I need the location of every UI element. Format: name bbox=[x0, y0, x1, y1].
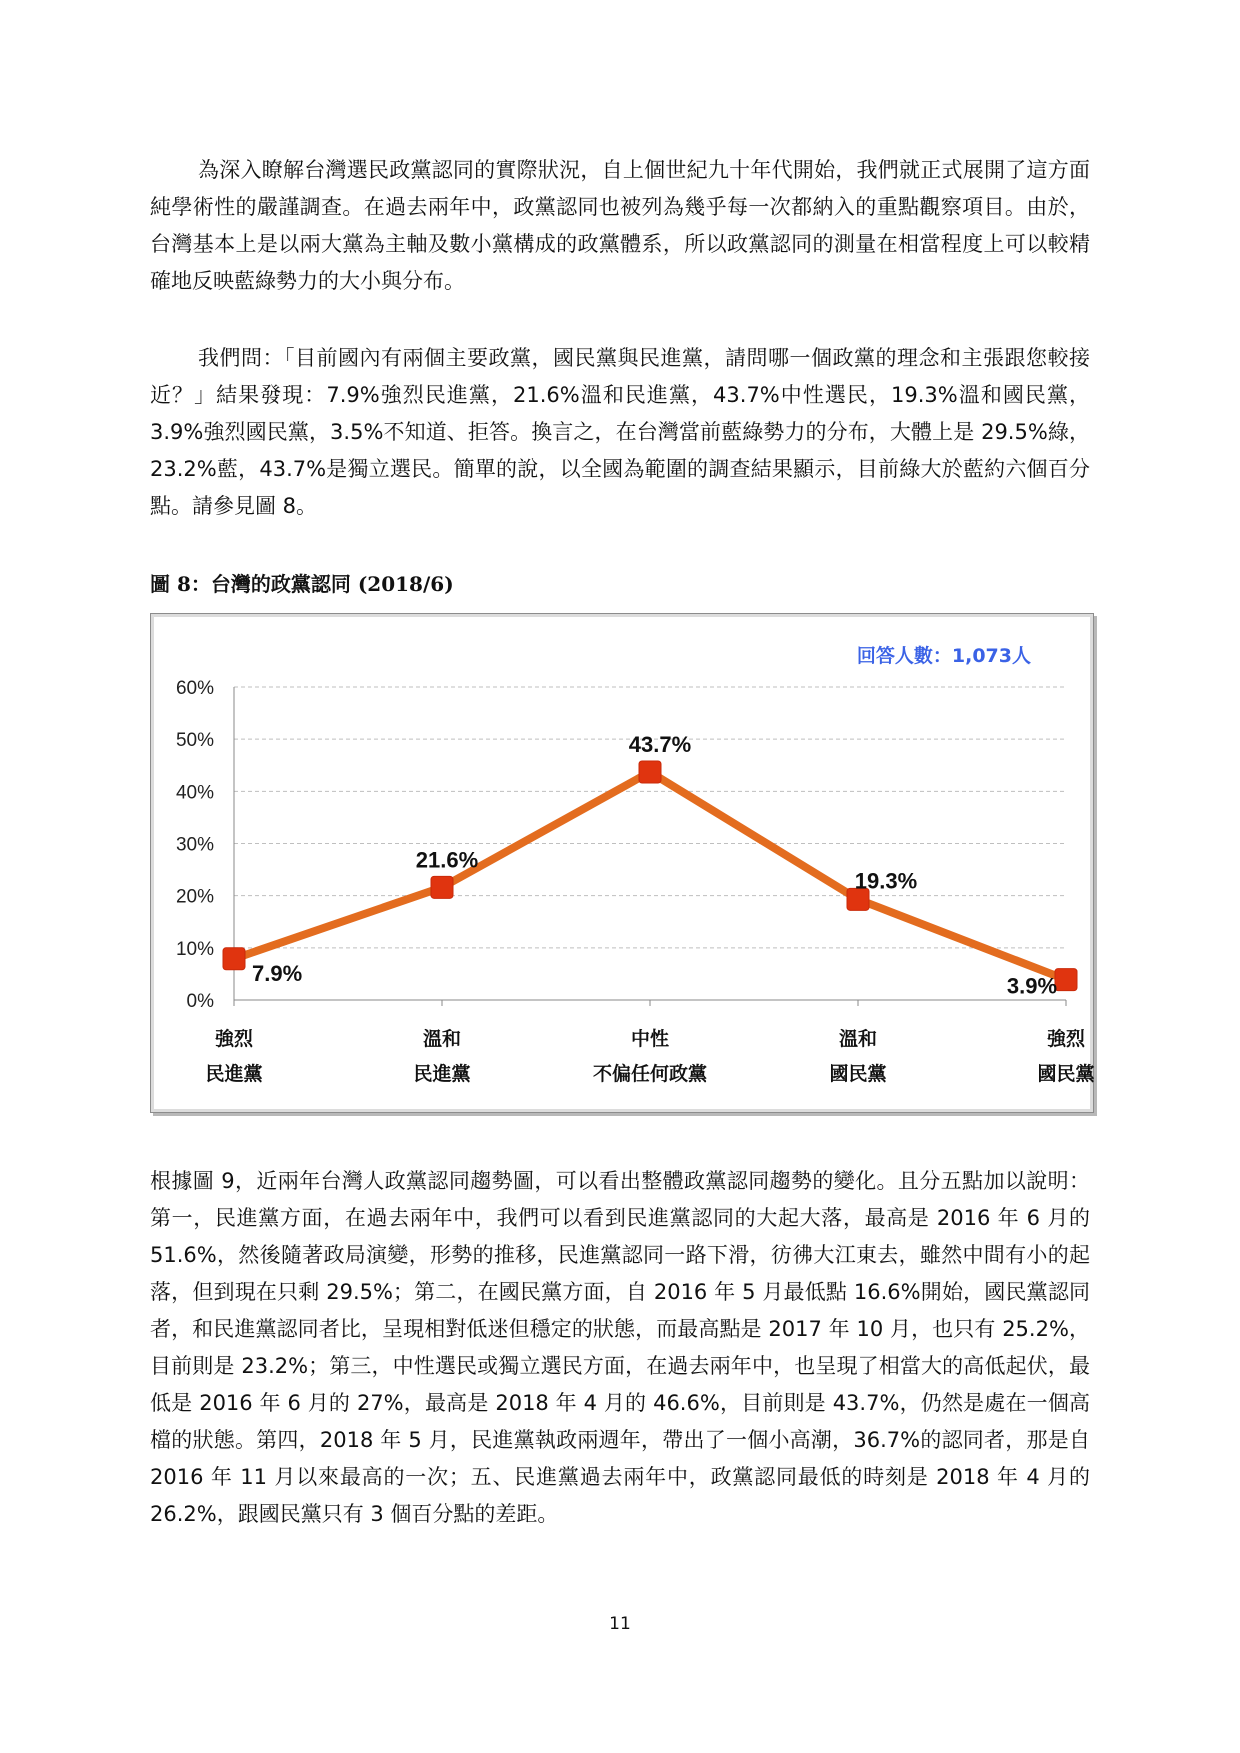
survey-paragraph: 我們問：「目前國內有兩個主要政黨，國民黨與民進黨，請問哪一個政黨的理念和主張跟您較接近？」結果發現：7.9%強烈民進黨，21.6%溫和民進黨，43.7%中性選民，19.3%溫和國民黨，3.9%強烈國民黨，3.5%不知道、拒答。換言之，在台灣當前藍綠勢力的分布，大體上是 29.5%綠，23.2%藍，43.7%是獨立選民。簡單的說，以全國為範圍的調查結果顯示，目前綠大於藍約六個百分點。請參見圖 8。 bbox=[150, 346, 1090, 518]
data-label: 21.6% bbox=[415, 847, 479, 873]
category-label: 國民黨 bbox=[829, 1063, 887, 1085]
category-label: 中性 bbox=[630, 1028, 670, 1050]
intro-paragraph: 為深入瞭解台灣選民政黨認同的實際狀況，自上個世紀九十年代開始，我們就正式展開了這方面純學術性的嚴謹調查。在過去兩年中，政黨認同也被列為幾乎每一次都納入的重點觀察項目。由於，台灣基本上是以兩大黨為主軸及數小黨構成的政黨體系，所以政黨認同的測量在相當程度上可以較精確地反映藍綠勢力的大小與分布。 bbox=[150, 158, 1090, 293]
data-point bbox=[639, 761, 661, 783]
y-tick-label: 0% bbox=[186, 991, 214, 1012]
party-identification-chart bbox=[150, 613, 1094, 1113]
series-line bbox=[234, 772, 1066, 980]
category-label: 強烈 bbox=[1046, 1028, 1086, 1050]
category-label: 國民黨 bbox=[1037, 1063, 1095, 1085]
y-tick-label: 40% bbox=[175, 782, 214, 804]
category-label: 民進黨 bbox=[205, 1063, 263, 1085]
y-tick-label: 60% bbox=[175, 678, 214, 699]
category-label: 溫和 bbox=[838, 1028, 878, 1050]
category-label: 民進黨 bbox=[413, 1063, 471, 1085]
y-tick-label: 20% bbox=[175, 886, 214, 908]
respondent-count-annotation: 回答人數：1,073人 bbox=[856, 645, 1031, 667]
data-point bbox=[431, 876, 453, 898]
trend-paragraph: 根據圖 9，近兩年台灣人政黨認同趨勢圖，可以看出整體政黨認同趨勢的變化。且分五點加以說明：第一，民進黨方面，在過去兩年中，我們可以看到民進黨認同的大起大落，最高是 2016 年 6 月的 51.6%，然後隨著政局演變，形勢的推移，民進黨認同一路下滑，彷彿大江東去，雖然中間有小的起落，但到現在只剩 29.5%；第二，在國民黨方面，自 2016 年 5 月最低點 16.6%開始，國民黨認同者，和民進黨認同者比，呈現相對低迷但穩定的狀態，而最高點是 2017 年 10 月，也只有 25.2%，目前則是 23.2%；第三，中性選民或獨立選民方面，在過去兩年中，也呈現了相當大的高低起伏，最低是 2016 年 6 月的 27%，最高是 2018 年 4 月的 46.6%，目前則是 43.7%，仍然是處在一個高檔的狀態。第四，2018 年 5 月，民進黨執政兩週年，帶出了一個小高潮，36.7%的認同者，那是自 2016 年 11 月以來最高的一次；五、民進黨過去兩年中，政黨認同最低的時刻是 2018 年 4 月的 26.2%，跟國民黨只有 3 個百分點的差距。 bbox=[150, 1169, 1091, 1526]
data-label: 7.9% bbox=[252, 960, 303, 986]
data-point bbox=[223, 948, 245, 970]
figure-caption: 圖 8：台灣的政黨認同 (2018/6) bbox=[150, 572, 454, 596]
category-label: 強烈 bbox=[214, 1028, 254, 1050]
category-label: 溫和 bbox=[422, 1028, 462, 1050]
y-tick-label: 30% bbox=[175, 834, 214, 856]
y-tick-label: 50% bbox=[175, 730, 214, 752]
category-label: 不偏任何政黨 bbox=[592, 1063, 708, 1085]
data-point bbox=[1055, 969, 1077, 991]
page-number: 11 bbox=[609, 1614, 631, 1634]
data-label: 19.3% bbox=[854, 868, 918, 894]
data-label: 3.9% bbox=[1006, 973, 1058, 999]
y-tick-label: 10% bbox=[175, 938, 214, 960]
chart-svg bbox=[151, 614, 1095, 1114]
data-label: 43.7% bbox=[628, 732, 692, 758]
